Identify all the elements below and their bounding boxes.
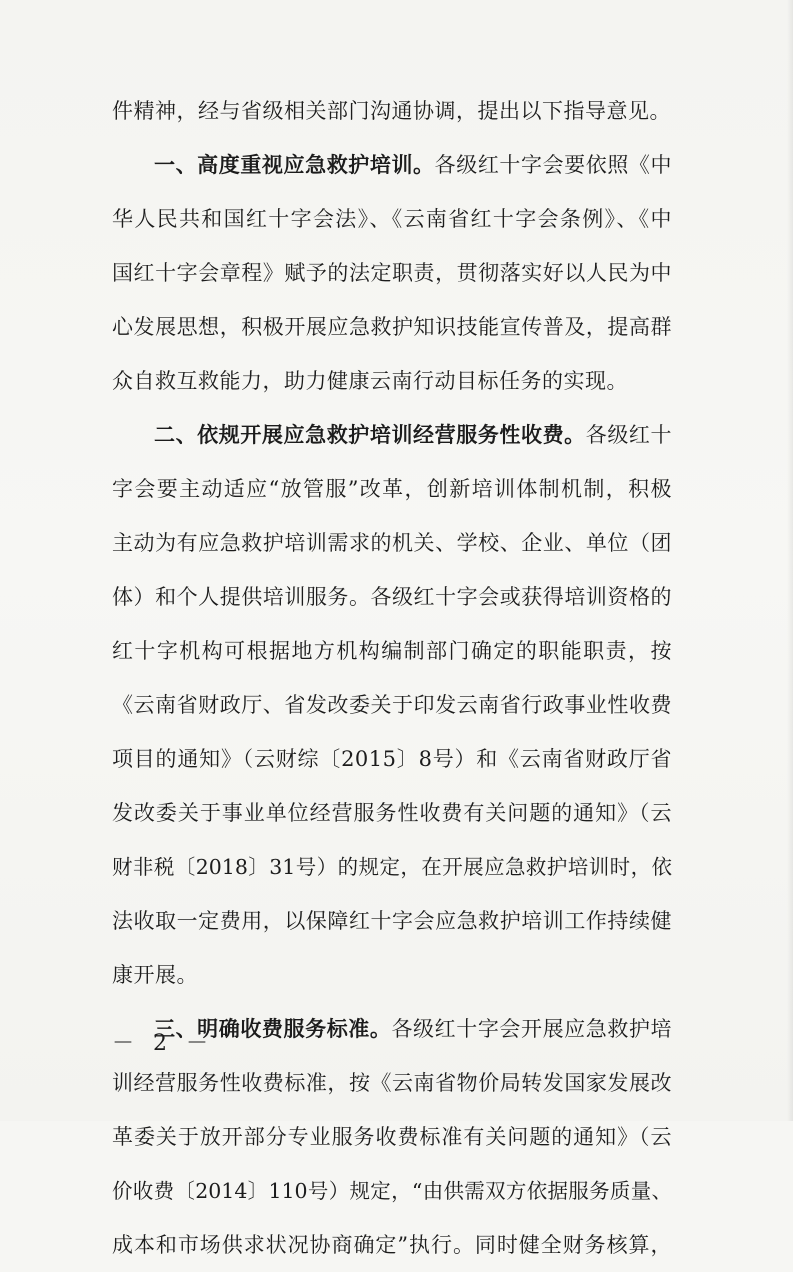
text-line (112, 1110, 672, 1164)
text-line-content: 发改委关于事业单位经营服务性收费有关问题的通知》（云 (112, 801, 672, 825)
section-heading: 二、依规开展应急救护培训经营服务性收费。 (154, 423, 586, 447)
text-line (112, 624, 672, 678)
text-line (112, 192, 672, 246)
text-line (112, 948, 672, 1002)
section-heading-line (112, 138, 672, 192)
text-line (112, 354, 672, 408)
text-line-content: 训经营服务性收费标准，按《云南省物价局转发国家发展改 (112, 1071, 672, 1095)
text-line (112, 570, 672, 624)
section-heading: 一、高度重视应急救护培训。 (154, 153, 435, 177)
text-line-content: 红十字机构可根据地方机构编制部门确定的职能职责，按 (112, 639, 672, 663)
text-line-content: 各级红十字会要依照《中 (434, 153, 673, 177)
text-line-content: 众自救互救能力，助力健康云南行动目标任务的实现。 (112, 369, 628, 393)
text-line-content: 《云南省财政厅、省发改委关于印发云南省行政事业性收费 (112, 693, 672, 717)
text-line (112, 840, 672, 894)
text-line (112, 786, 672, 840)
text-line-content: 心发展思想，积极开展应急救护知识技能宣传普及，提高群 (112, 315, 672, 339)
text-line (112, 1056, 672, 1110)
text-line-content: 成本和市场供求状况协商确定”执行。同时健全财务核算， (112, 1233, 672, 1257)
text-line (112, 246, 672, 300)
section-heading: 三、明确收费服务标准。 (154, 1017, 392, 1041)
page-number: － 2 － (112, 1031, 214, 1056)
text-line-content: 各级红十 (585, 423, 673, 447)
text-line (112, 300, 672, 354)
text-line (112, 894, 672, 948)
text-line (112, 1218, 672, 1272)
section-heading-line (112, 408, 672, 462)
text-line-content: 各级红十字会开展应急救护培 (391, 1017, 673, 1041)
body-text (112, 84, 672, 1272)
text-line-content: 体）和个人提供培训服务。各级红十字会或获得培训资格的 (112, 585, 672, 609)
text-line (112, 732, 672, 786)
text-line (112, 1164, 672, 1218)
text-line-content: 价收费〔2014〕110号）规定，“由供需双方依据服务质量、 (112, 1179, 672, 1203)
text-line-content: 法收取一定费用，以保障红十字会应急救护培训工作持续健 (112, 909, 672, 933)
text-line-content: 华人民共和国红十字会法》、《云南省红十字会条例》、《中 (112, 207, 672, 231)
text-line-content: 件精神，经与省级相关部门沟通协调，提出以下指导意见。 (112, 99, 671, 123)
text-line (112, 84, 672, 138)
text-line-content: 康开展。 (112, 963, 198, 987)
text-line (112, 678, 672, 732)
text-line-content: 革委关于放开部分专业服务收费标准有关问题的通知》（云 (112, 1125, 672, 1149)
text-line-content: 字会要主动适应“放管服”改革，创新培训体制机制，积极 (112, 477, 672, 501)
text-line (112, 462, 672, 516)
text-line-content: 财非税〔2018〕31号）的规定，在开展应急救护培训时，依 (112, 855, 672, 879)
text-line-content: 项目的通知》（云财综〔2015〕8号）和《云南省财政厅省 (112, 747, 672, 771)
text-line (112, 516, 672, 570)
text-line-content: 国红十字会章程》赋予的法定职责，贯彻落实好以人民为中 (112, 261, 672, 285)
text-line-content: 主动为有应急救护培训需求的机关、学校、企业、单位（团 (112, 531, 672, 555)
page-edge-shadow (787, 0, 793, 1121)
